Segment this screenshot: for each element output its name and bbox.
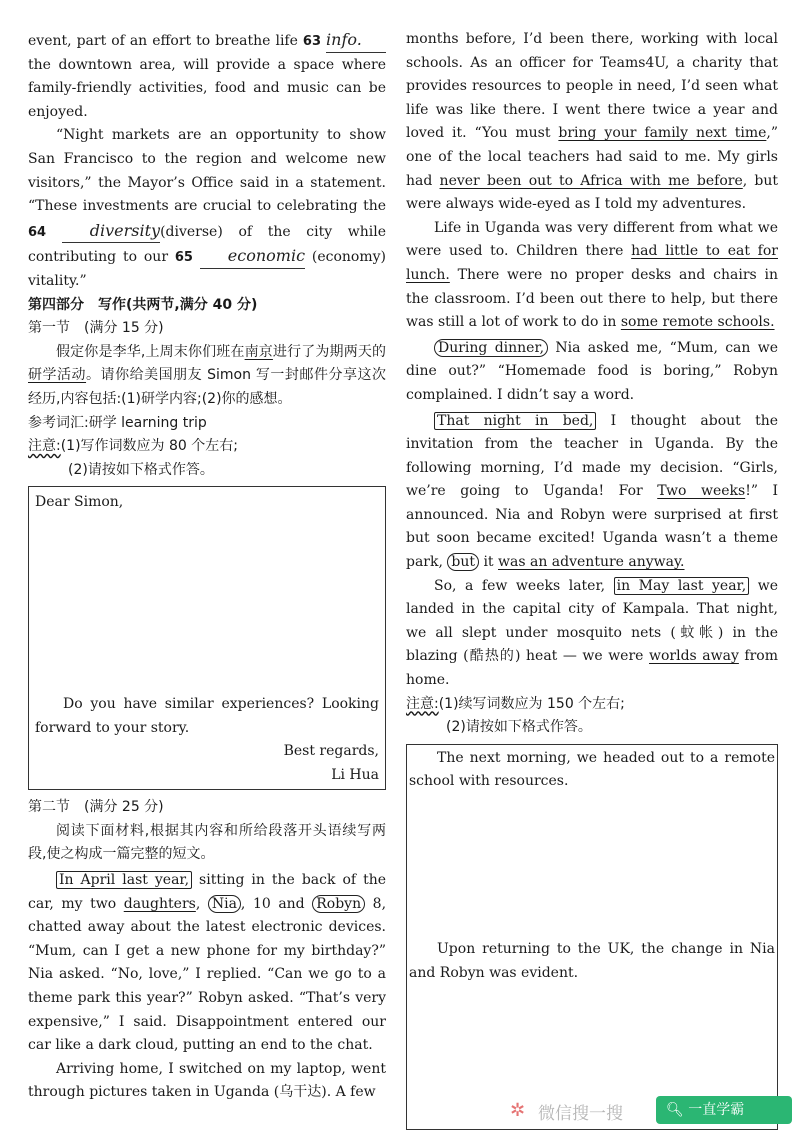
note-1: 注意:(1)写作词数应为 80 个左右;: [28, 438, 238, 455]
letter-closing-line: Do you have similar experiences? Looking forward to your story.: [35, 695, 379, 736]
continuation-note-1: 注意:(1)续写词数应为 150 个左右;: [406, 695, 625, 712]
story-paragraph-1: In April last year, sitting in the back of the car, my two daughters, Nia , 10 and Robyn 8, chatted away about the latest electronic devices. “Mum, can I get a new phone for my birthday?” Nia asked. “No, love,” I replied. “Can we go to a theme park this year?” Robyn asked. “That’s very expensive,” I said. Disappointment entered our car like a dark cloud, putting an end to the chat.: [28, 872, 387, 1054]
story-paragraph-3: Life in Uganda was very different from what we were used to. Children there had little to eat for lunch. There were no proper desks and chairs in the classroom. I’d been out there to help, but there was still a lot of work to do in some remote schools.: [406, 219, 778, 331]
search-icon: 🔍︎: [666, 1102, 684, 1118]
section1-prompt: 假定你是李华,上周末你们班在南京进行了为期两天的研学活动。请你给美国朋友 Simon 写一封邮件分享这次经历,内容包括:(1)研学内容;(2)你的感想。: [28, 343, 387, 407]
blank-65-number: 65: [174, 250, 193, 266]
letter-answer-box[interactable]: [28, 486, 386, 790]
blank-63-number: 63: [302, 34, 321, 49]
section1-title: 第一节 (满分 15 分): [28, 320, 164, 337]
passage-quote: “Night markets are an opportunity to show San Francisco to the region and welcome new visitors,” the Mayor’s Office said in a statement. “These investments are crucial to celebrating the 64 diversity(diverse) of the city while contributing to our 65 economic (economy) vitality.”: [28, 127, 387, 289]
continuation-start-1: The next morning, we headed out to a remote school with resources.: [409, 749, 775, 790]
right-column: [406, 28, 778, 1130]
blank-64-number: 64: [28, 224, 47, 240]
watermark-text: 微信搜一搜: [538, 1104, 623, 1124]
part4-title: 第四部分 写作(共两节,满分 40 分): [28, 296, 258, 313]
passage-end: event, part of an effort to breathe life 63 info. the downtown area, will provide a space where family-friendly activities, food and music can be enjoyed.: [28, 30, 386, 120]
section2-title: 第二节 (满分 25 分): [28, 799, 164, 816]
story-paragraph-5: That night in bed, I thought about the invitation from the teacher in Uganda. By the following morning, I’d made my decision. “Girls, we’re going to Uganda! For Two weeks!” I announced. Nia and Robyn were surprised at first but soon became excited! Uganda wasn’t a theme park, but it was an adventure anyway.: [406, 412, 779, 571]
story-paragraph-6: So, a few weeks later, in May last year, we landed in the capital city of Kampala. That night, we all slept under mosquito nets (蚊帐) in the blazing (酷热的) heat — we were worlds away from home.: [406, 577, 779, 689]
left-column: [28, 28, 386, 1105]
letter-greeting: Dear Simon,: [35, 494, 124, 511]
wechat-search-icon: ✲: [510, 1100, 526, 1121]
story-paragraph-4: During dinner, Nia asked me, “Mum, can we dine out?” “Homemade food is boring,” Robyn complained. I didn’t say a word.: [406, 339, 779, 403]
blank-63-answer: info.: [326, 28, 386, 53]
blank-64-answer: diversity: [62, 219, 160, 244]
note-2: (2)请按如下格式作答。: [68, 461, 214, 478]
story-paragraph-2-cont: months before, I’d been there, working with local schools. As an officer for Teams4U, a charity that provides resources to people in need, I’d seen what life was like there. I went there twice a year and loved it. “You must bring your family next time,” one of the local teachers had said to me. My girls had never been out to Africa with me before, but were always wide-eyed as I told my adventures.: [406, 31, 779, 213]
wechat-search-watermark: [508, 1096, 798, 1126]
continuation-note-2: (2)请按如下格式作答。: [446, 719, 592, 736]
vocab-hint: 参考词汇:研学 learning trip: [28, 414, 207, 431]
blank-65-answer: economic: [200, 244, 305, 269]
letter-bottom: [35, 693, 379, 787]
continuation-start-2: Upon returning to the UK, the change in Nia and Robyn was evident.: [409, 941, 775, 981]
letter-regards: Best regards,: [283, 743, 379, 760]
continuation-answer-box[interactable]: [406, 744, 778, 1130]
search-button-label: 一直学霸: [688, 1102, 745, 1118]
search-button[interactable]: [656, 1096, 792, 1124]
story-paragraph-2: Arriving home, I switched on my laptop, went through pictures taken in Uganda (乌干达). A few: [28, 1060, 386, 1101]
section2-instruction: 阅读下面材料,根据其内容和所给段落开头语续写两段,使之构成一篇完整的短文。: [28, 822, 386, 863]
letter-signature: Li Hua: [331, 766, 379, 783]
